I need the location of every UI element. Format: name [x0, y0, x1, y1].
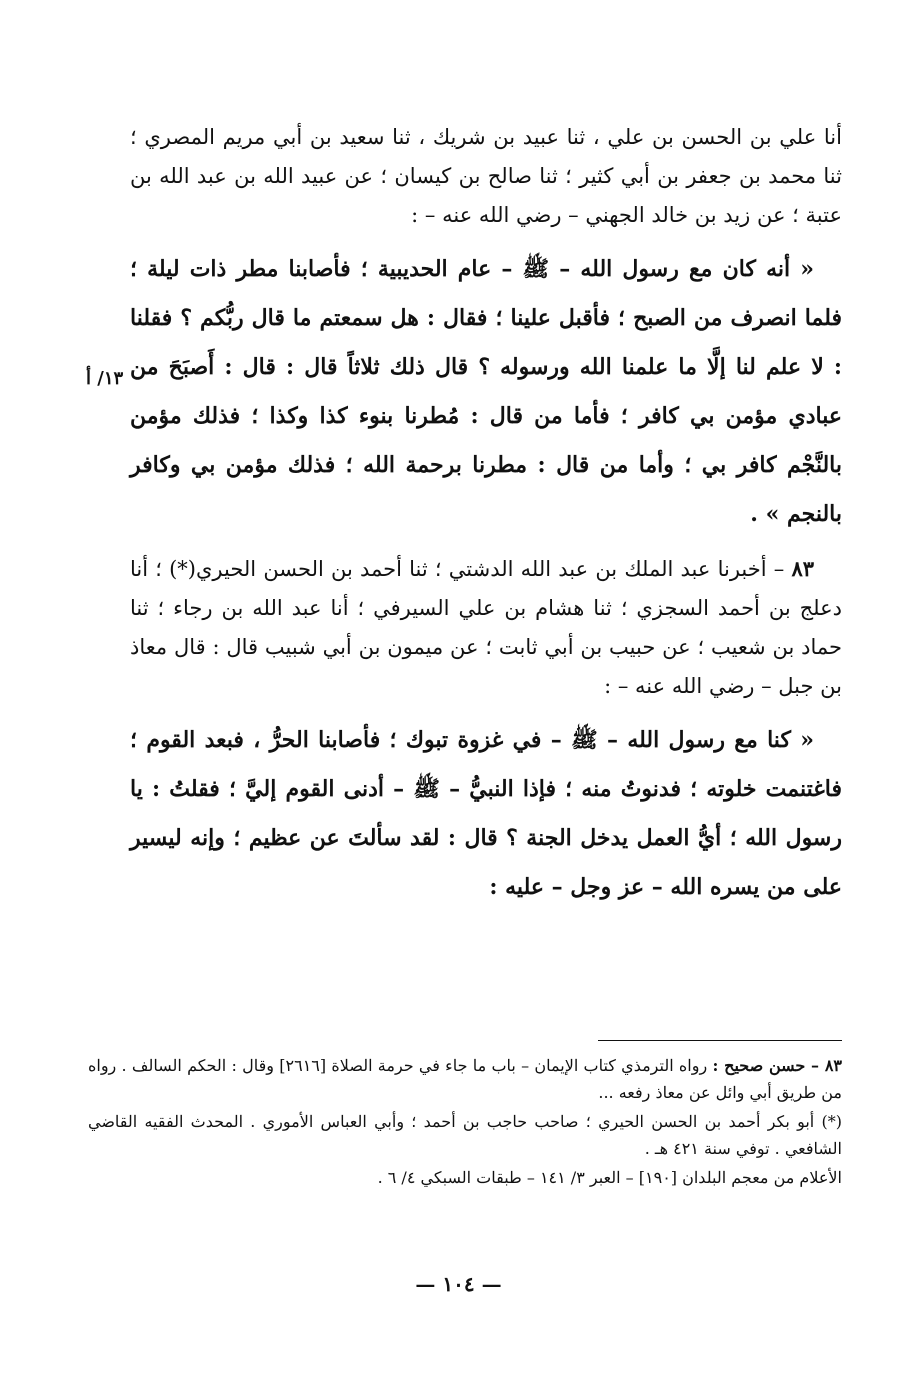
isnad-paragraph-1: أنا علي بن الحسن بن علي ، ثنا عبيد بن شريك ، ثنا سعيد بن أبي مريم المصري ؛ ثنا محمد بن جعفر بن أبي كثير ؛ ثنا صالح بن كيسان ؛ عن عبيد الله بن عبد الله بن عتبة ؛ عن زيد بن خالد الجهني – رضي الله عنه – : [130, 125, 842, 227]
manuscript-folio-note: ١٣/ أ [86, 368, 124, 389]
footnote-83-text: رواه الترمذي كتاب الإيمان – باب ما جاء في حرمة الصلاة [٢٦١٦] وقال : الحكم السالف . رواه من طريق أبي وائل عن معاذ رفعه ... [88, 1056, 842, 1102]
main-text [130, 118, 842, 922]
hadith-number: ٨٣ [791, 556, 814, 581]
footnote-star: (*) أبو بكر أحمد بن الحسن الحيري ؛ صاحب حاجب بن أحمد ؛ وأبي العباس الأموري . المحدث الفقيه القاضي الشافعي . توفي سنة ٤٢١ هـ . [88, 1112, 842, 1158]
page-number: — ١٠٤ — [415, 1272, 502, 1296]
isnad-paragraph-83 [130, 549, 842, 706]
footnotes [88, 1052, 842, 1193]
footnote-83 [88, 1052, 842, 1106]
hadith-text-1: « أنه كان مع رسول الله – ﷺ – عام الحديبية ؛ فأصابنا مطر ذات ليلة ؛ فلما انصرف من الصبح ؛ فأقبل علينا ؛ فقال : هل سمعتم ما قال ربُّكم ؟ فقلنا : لا علم لنا إلَّا ما علمنا الله ورسوله ؟ قال ذلك ثلاثاً قال : قال : أَصبَحَ من عبادي مؤمن بي كافر ؛ فأما من قال : مُطرنا بنوء كذا وكذا ؛ فذلك مؤمن بالنَّجْم كافر بي ؛ وأما من قال : مطرنا برحمة الله ؛ فذلك مؤمن بي وكافر بالنجم » . [130, 256, 842, 527]
isnad-text-83: – أخبرنا عبد الملك بن عبد الله الدشتي ؛ ثنا أحمد بن الحسن الحيري(*) ؛ أنا دعلج بن أحمد السجزي ؛ ثنا هشام بن علي السيرفي ؛ أنا عبد الله بن رجاء ؛ ثنا حماد بن شعيب ؛ عن حبيب بن أبي ثابت ؛ عن ميمون بن أبي شبيب قال : قال معاذ بن جبل – رضي الله عنه – : [130, 557, 842, 698]
footnote-divider [598, 1040, 842, 1041]
footnote-sources: الأعلام من معجم البلدان [١٩٠] – العبر ٣/ ١٤١ – طبقات السبكي ٤/ ٦ . [377, 1168, 842, 1187]
footnote-83-title: ٨٣ – حسن صحيح : [712, 1056, 842, 1075]
hadith-text-83: « كنا مع رسول الله – ﷺ – في غزوة تبوك ؛ فأصابنا الحرُّ ، فبعد القوم ؛ فاغتنمت خلوته ؛ فدنوتُ منه ؛ فإذا النبيُّ – ﷺ – أدنى القوم إليَّ ؛ فقلتُ : يا رسول الله ؛ أيُّ العمل يدخل الجنة ؟ قال : لقد سألتَ عن عظيم ؛ وإنه ليسير على من يسره الله – عز وجل – عليه : [130, 727, 842, 900]
